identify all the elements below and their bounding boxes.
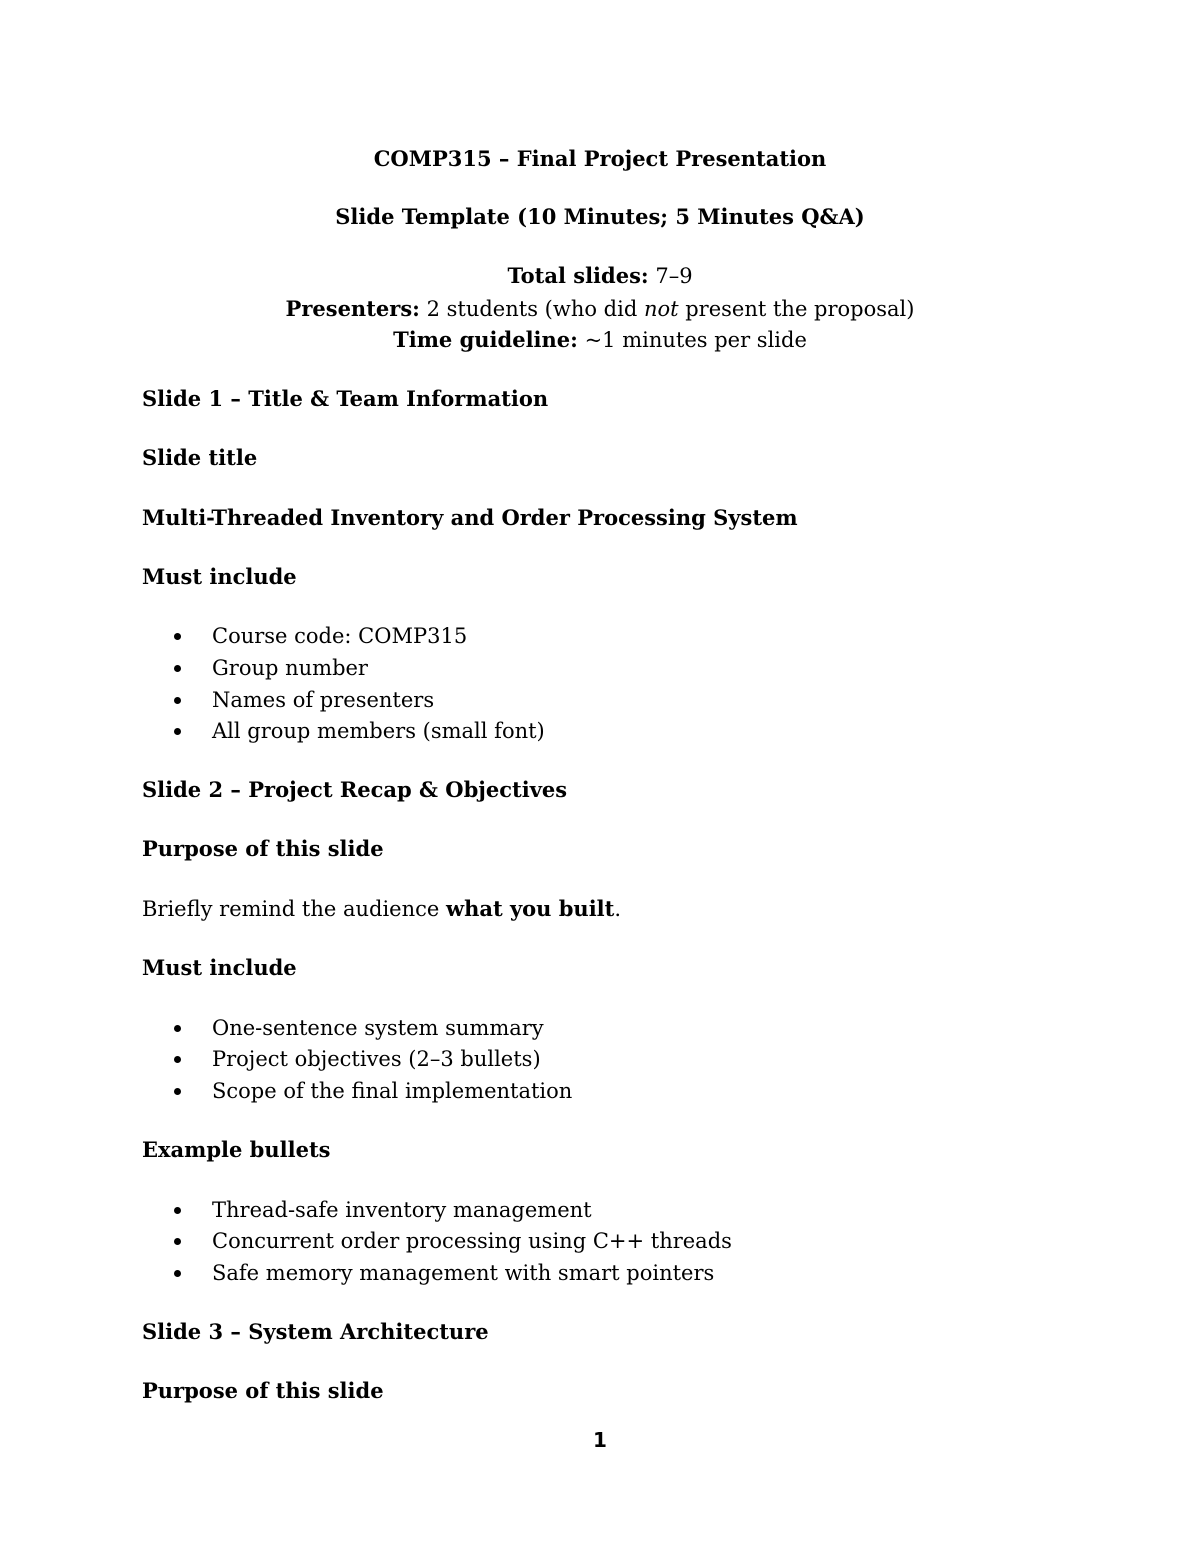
presenters-value-after: present the proposal) xyxy=(678,297,915,321)
list-item: All group members (small font) xyxy=(212,719,545,743)
list-item: Project objectives (2–3 bullets) xyxy=(212,1047,541,1071)
page-number: 1 xyxy=(593,1428,607,1452)
time-guideline-label: Time guideline: xyxy=(393,327,578,352)
slide2-purpose-label: Purpose of this slide xyxy=(142,836,384,861)
slide2-heading: Slide 2 – Project Recap & Objectives xyxy=(142,777,568,802)
total-slides-value: 7–9 xyxy=(648,264,693,288)
list-item: Group number xyxy=(212,656,368,680)
presenters-line xyxy=(0,296,1200,322)
list-item: Concurrent order processing using C++ threads xyxy=(212,1229,732,1253)
slide1-title-value: Multi-Threaded Inventory and Order Processing System xyxy=(142,505,798,530)
bullet-icon xyxy=(174,1238,181,1245)
time-guideline-line xyxy=(0,327,1200,353)
slide1-must-include-label: Must include xyxy=(142,564,297,589)
slide2-must-include-label: Must include xyxy=(142,955,297,980)
list-item: Course code: COMP315 xyxy=(212,624,468,648)
slide2-purpose-text xyxy=(142,896,621,922)
bullet-icon xyxy=(174,633,181,640)
list-item: Thread-safe inventory management xyxy=(212,1198,592,1222)
list-item: Names of presenters xyxy=(212,688,435,712)
bullet-icon xyxy=(174,1270,181,1277)
total-slides-label: Total slides: xyxy=(507,263,649,288)
bullet-icon xyxy=(174,1207,181,1214)
bullet-icon xyxy=(174,697,181,704)
list-item: Safe memory management with smart pointers xyxy=(212,1261,715,1285)
total-slides-line xyxy=(0,263,1200,289)
presenters-value-before: 2 students (who did xyxy=(419,297,644,321)
bullet-icon xyxy=(174,728,181,735)
bullet-icon xyxy=(174,1088,181,1095)
slide3-purpose-label: Purpose of this slide xyxy=(142,1378,384,1403)
list-item: One-sentence system summary xyxy=(212,1016,544,1040)
document-title: COMP315 – Final Project Presentation xyxy=(373,146,827,171)
document-subtitle: Slide Template (10 Minutes; 5 Minutes Q&A) xyxy=(335,204,865,229)
list-item: Scope of the final implementation xyxy=(212,1079,573,1103)
slide1-heading: Slide 1 – Title & Team Information xyxy=(142,386,549,411)
bullet-icon xyxy=(174,665,181,672)
presenters-value-emphasis: not xyxy=(643,297,679,321)
purpose-text-bold: what you built xyxy=(446,896,615,921)
time-guideline-value: ~1 minutes per slide xyxy=(577,328,807,352)
purpose-text-before: Briefly remind the audience xyxy=(142,897,446,921)
slide1-title-label: Slide title xyxy=(142,445,258,470)
bullet-icon xyxy=(174,1025,181,1032)
bullet-icon xyxy=(174,1056,181,1063)
slide3-heading: Slide 3 – System Architecture xyxy=(142,1319,489,1344)
presenters-label: Presenters: xyxy=(285,296,420,321)
slide2-example-label: Example bullets xyxy=(142,1137,331,1162)
purpose-text-after: . xyxy=(614,897,622,921)
